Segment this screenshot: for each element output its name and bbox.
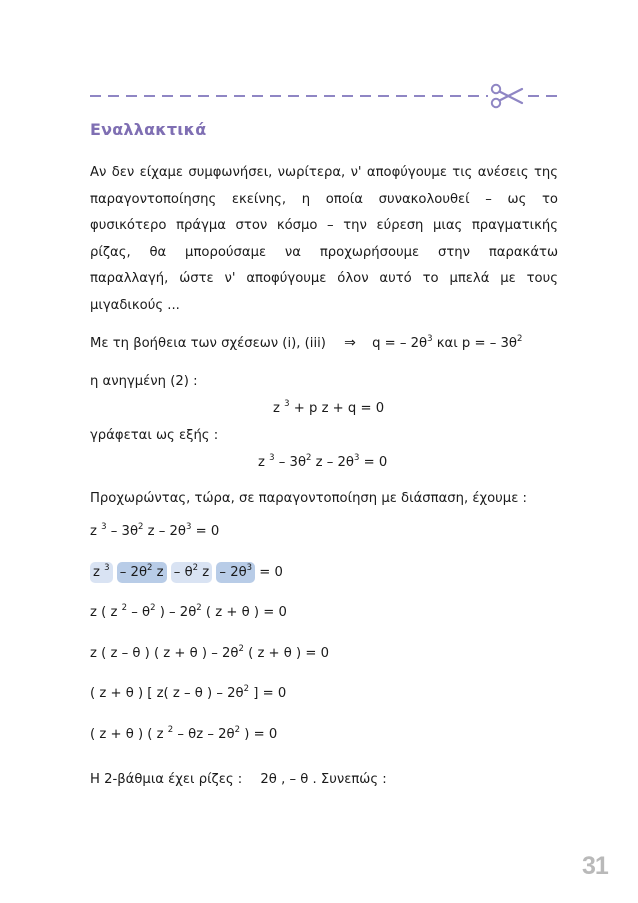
- highlight-theta2z: [171, 562, 212, 583]
- eq-term: z – 2θ: [147, 524, 186, 539]
- roots-values: 2θ , – θ . Συνεπώς :: [260, 772, 387, 787]
- eq-exponent: 3: [269, 453, 275, 463]
- page-number: 31: [582, 852, 608, 880]
- eq-exponent: 2: [167, 725, 174, 735]
- step-5: [90, 684, 286, 704]
- eq-term: – θz – 2θ: [177, 727, 235, 742]
- step-3: [90, 603, 287, 623]
- highlight-z3: [90, 562, 113, 583]
- step-6: [90, 725, 277, 745]
- eq-exponent: 2: [306, 453, 312, 463]
- scissors-icon: [490, 83, 524, 109]
- eq-exponent: 3: [104, 563, 110, 573]
- eq-exponent: 2: [138, 522, 144, 532]
- cut-line-dashes-right: [528, 95, 558, 97]
- relations-line: [90, 333, 522, 354]
- eq-exponent: 2: [196, 603, 202, 613]
- intro-line: μιγαδικούς ...: [90, 297, 180, 313]
- eq-term: z: [156, 565, 164, 580]
- eq-term: = 0: [259, 565, 283, 580]
- eq-exponent: 2: [192, 563, 199, 573]
- highlight-2theta3: [216, 562, 255, 583]
- eq-exponent: 3: [354, 453, 360, 463]
- intro-line: ρίζας, θα μπορούσαμε να προχωρήσουμε στην παρακάτω: [90, 244, 558, 260]
- eq-term: ( z + θ ) = 0: [205, 605, 287, 620]
- eq-term: z: [273, 401, 280, 416]
- roots-line: [90, 770, 387, 790]
- written-equation: [258, 453, 387, 473]
- eq-exponent: 3: [246, 563, 253, 573]
- eq-term: z ( z – θ ) ( z + θ ) – 2θ: [90, 646, 239, 661]
- step-2: [90, 563, 283, 583]
- eq-term: ( z + θ ) ( z: [90, 727, 164, 742]
- proceeding-text: Προχωρώντας, τώρα, σε παραγοντοποίηση με διάσπαση, έχουμε :: [90, 491, 527, 506]
- eq-exponent: 2: [121, 603, 127, 613]
- eq-term: – 2θ: [219, 565, 247, 580]
- eq-exponent: 2: [238, 644, 244, 654]
- implies-arrow: ⇒: [344, 335, 356, 351]
- eq-term: z: [202, 565, 210, 580]
- intro-line: Αν δεν είχαμε συμφωνήσει, νωρίτερα, ν' αποφύγουμε τις ανέσεις της: [90, 165, 558, 180]
- relations-text: Με τη βοήθεια των σχέσεων (i), (iii): [90, 336, 326, 351]
- eq-term: – 3θ: [110, 524, 139, 539]
- eq-term: z: [258, 455, 265, 470]
- eq-term: ) – 2θ: [159, 605, 197, 620]
- cut-line: [90, 95, 558, 97]
- eq-exponent: 2: [243, 684, 250, 694]
- eq-term: z ( z: [90, 605, 118, 620]
- eq-exponent: 3: [186, 522, 192, 532]
- eq-term: – 2θ: [119, 565, 148, 580]
- eq-term: z: [90, 524, 97, 539]
- p-expression: p = – 3θ: [461, 336, 517, 351]
- intro-line: φυσικότερο πράγμα στον κόσμο – την εύρεση μιας πραγματικής: [90, 218, 558, 233]
- q-exponent: 3: [427, 334, 433, 344]
- roots-label: Η 2-βάθμια έχει ρίζες :: [90, 772, 243, 787]
- eq-exponent: 2: [150, 603, 156, 613]
- reduced-equation: [273, 399, 384, 419]
- eq-term: z – 2θ: [315, 455, 354, 470]
- eq-term: ] = 0: [253, 686, 287, 701]
- highlight-2theta2z: [117, 562, 167, 583]
- eq-term: = 0: [363, 455, 388, 470]
- eq-term: – 3θ: [278, 455, 307, 470]
- eq-exponent: 3: [101, 522, 107, 532]
- eq-term: + p z + q = 0: [293, 401, 385, 416]
- intro-paragraph: [90, 160, 558, 319]
- cut-line-dashes-left: [90, 95, 488, 97]
- eq-term: ( z + θ ) [ z( z – θ ) – 2θ: [90, 686, 244, 701]
- eq-exponent: 2: [147, 563, 153, 573]
- eq-exponent: 3: [284, 399, 290, 409]
- eq-term: ( z + θ ) = 0: [248, 646, 330, 661]
- eq-term: – θ: [173, 565, 193, 580]
- step-4: [90, 644, 329, 664]
- written-label: γράφεται ως εξής :: [90, 428, 219, 443]
- eq-term: z: [93, 565, 100, 580]
- step-1: [90, 522, 219, 542]
- q-expression: q = – 2θ: [372, 336, 428, 351]
- intro-line: παραλλαγή, ώστε ν' αποφύγουμε όλον αυτό το μπελά με τους: [90, 271, 558, 286]
- p-exponent: 2: [516, 334, 523, 344]
- eq-term: ) = 0: [244, 727, 278, 742]
- reduced-label: η ανηγμένη (2) :: [90, 374, 198, 389]
- eq-term: – θ: [131, 605, 151, 620]
- intro-line: παραγοντοποίησης εκείνης, η οποία συνακολουθεί – ως το: [90, 191, 558, 207]
- section-title: Εναλλακτικά: [90, 120, 207, 139]
- eq-exponent: 2: [234, 725, 241, 735]
- eq-term: = 0: [195, 524, 220, 539]
- and-word: και: [436, 336, 458, 351]
